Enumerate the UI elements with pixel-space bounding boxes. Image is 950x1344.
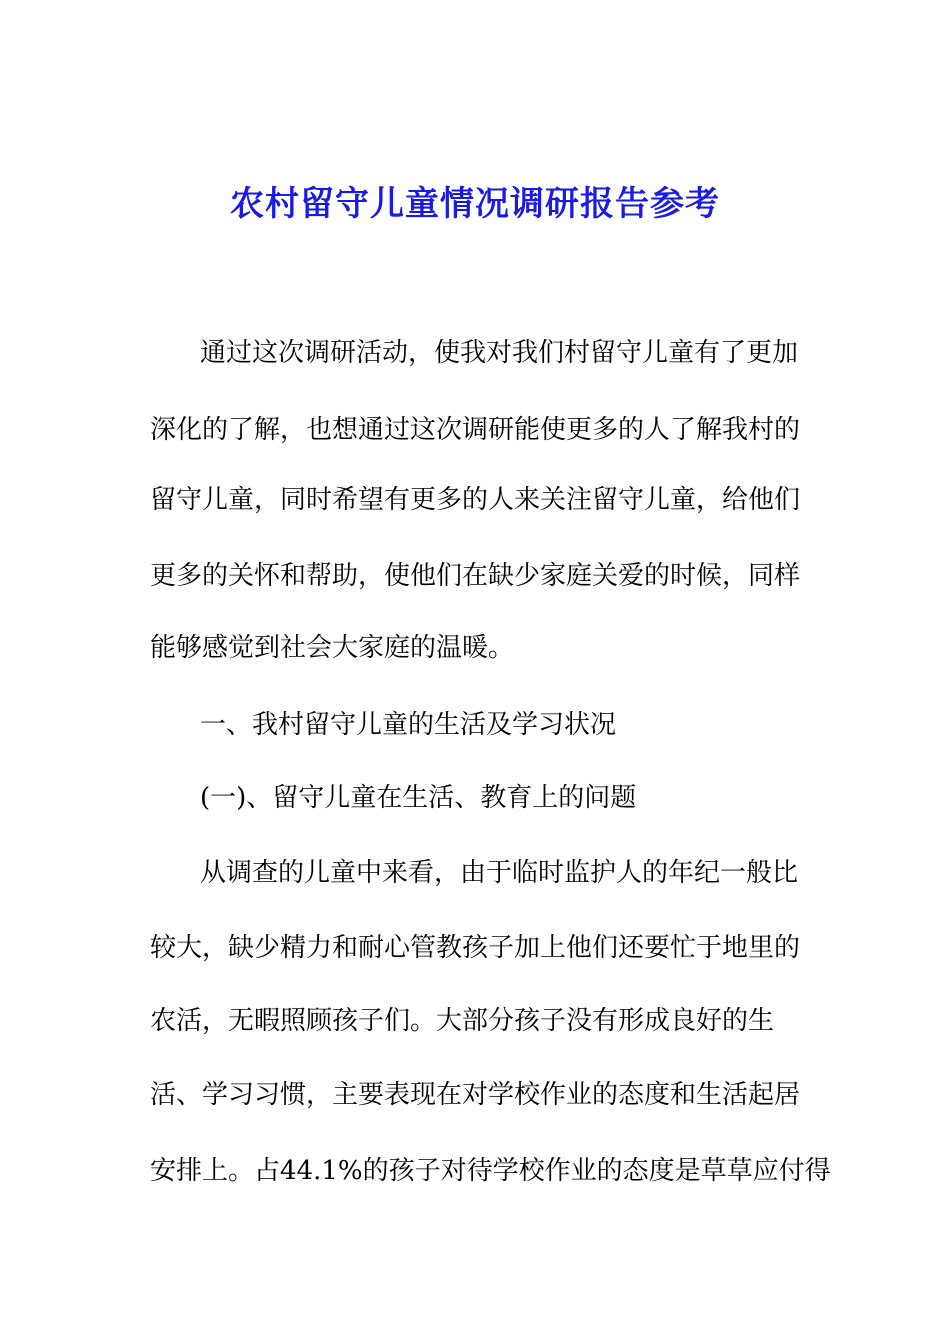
section-heading: 一、我村留守儿童的生活及学习状况 — [200, 710, 617, 740]
paragraph-line: 留守儿童，同时希望有更多的人来关注留守儿童，给他们 — [150, 485, 801, 515]
paragraph-line: 深化的了解，也想通过这次调研能使更多的人了解我村的 — [150, 415, 801, 445]
paragraph-line: 从调查的儿童中来看，由于临时监护人的年纪一般比 — [200, 858, 799, 888]
paragraph-line: 通过这次调研活动，使我对我们村留守儿童有了更加 — [200, 338, 799, 368]
paragraph-line: 农活，无暇照顾孩子们。大部分孩子没有形成良好的生 — [150, 1006, 775, 1036]
paragraph-line: 安排上。占44.1%的孩子对待学校作业的态度是草草应付得 — [150, 1156, 831, 1186]
paragraph-line: 活、学习习惯，主要表现在对学校作业的态度和生活起居 — [150, 1080, 801, 1110]
paragraph-line: 较大，缺少精力和耐心管教孩子加上他们还要忙于地里的 — [150, 933, 801, 963]
subsection-heading: (一)、留守儿童在生活、教育上的问题 — [200, 783, 637, 813]
paragraph-line: 更多的关怀和帮助，使他们在缺少家庭关爱的时候，同样 — [150, 561, 801, 591]
paragraph-line: 能够感觉到社会大家庭的温暖。 — [150, 633, 515, 663]
document-title: 农村留守儿童情况调研报告参考 — [230, 184, 720, 224]
